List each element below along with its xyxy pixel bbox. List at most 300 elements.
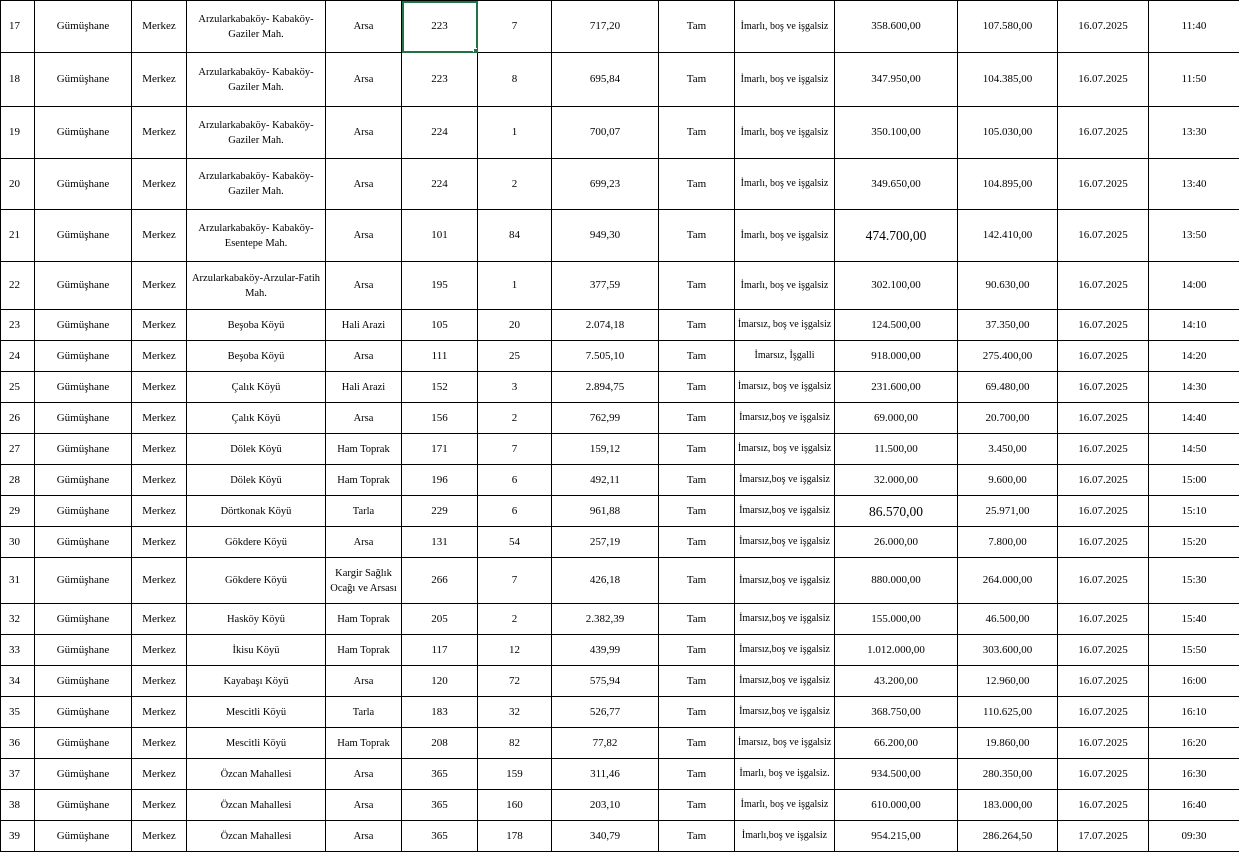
cell-ilce[interactable]: Merkez: [132, 697, 187, 728]
cell-ada[interactable]: 156: [402, 403, 478, 434]
cell-hisse[interactable]: Tam: [659, 262, 735, 310]
cell-ihale-saati[interactable]: 15:30: [1149, 558, 1239, 604]
cell-yuzolcumu[interactable]: 377,59: [552, 262, 659, 310]
cell-mahalle-koy[interactable]: Özcan Mahallesi: [187, 759, 326, 790]
cell-nitelik-turu[interactable]: Arsa: [326, 341, 402, 372]
cell-il[interactable]: Gümüşhane: [35, 341, 132, 372]
cell-yuzolcumu[interactable]: 2.894,75: [552, 372, 659, 403]
cell-sira-no[interactable]: 20: [1, 159, 35, 210]
cell-ilce[interactable]: Merkez: [132, 403, 187, 434]
cell-ilce[interactable]: Merkez: [132, 759, 187, 790]
cell-ihale-tarihi[interactable]: 16.07.2025: [1058, 728, 1149, 759]
cell-tahmini-bedel[interactable]: 474.700,00: [835, 210, 958, 262]
cell-tahmini-bedel[interactable]: 231.600,00: [835, 372, 958, 403]
cell-hisse[interactable]: Tam: [659, 53, 735, 107]
cell-imar-durumu[interactable]: İmarsız,boş ve işgalsiz: [735, 496, 835, 527]
cell-sira-no[interactable]: 23: [1, 310, 35, 341]
cell-yuzolcumu[interactable]: 159,12: [552, 434, 659, 465]
cell-gecici-teminat[interactable]: 264.000,00: [958, 558, 1058, 604]
cell-ilce[interactable]: Merkez: [132, 434, 187, 465]
cell-ilce[interactable]: Merkez: [132, 107, 187, 159]
cell-il[interactable]: Gümüşhane: [35, 697, 132, 728]
cell-ilce[interactable]: Merkez: [132, 53, 187, 107]
cell-sira-no[interactable]: 22: [1, 262, 35, 310]
cell-imar-durumu[interactable]: İmarsız, boş ve işgalsiz: [735, 434, 835, 465]
cell-hisse[interactable]: Tam: [659, 604, 735, 635]
cell-mahalle-koy[interactable]: Beşoba Köyü: [187, 310, 326, 341]
cell-mahalle-koy[interactable]: Gökdere Köyü: [187, 558, 326, 604]
cell-ada[interactable]: 196: [402, 465, 478, 496]
cell-yuzolcumu[interactable]: 426,18: [552, 558, 659, 604]
cell-gecici-teminat[interactable]: 107.580,00: [958, 1, 1058, 53]
cell-ihale-saati[interactable]: 13:40: [1149, 159, 1239, 210]
cell-gecici-teminat[interactable]: 37.350,00: [958, 310, 1058, 341]
cell-hisse[interactable]: Tam: [659, 310, 735, 341]
cell-hisse[interactable]: Tam: [659, 558, 735, 604]
cell-parsel[interactable]: 7: [478, 558, 552, 604]
cell-hisse[interactable]: Tam: [659, 728, 735, 759]
cell-ilce[interactable]: Merkez: [132, 821, 187, 852]
cell-ihale-tarihi[interactable]: 16.07.2025: [1058, 372, 1149, 403]
cell-ada[interactable]: 195: [402, 262, 478, 310]
cell-ada[interactable]: 205: [402, 604, 478, 635]
cell-gecici-teminat[interactable]: 69.480,00: [958, 372, 1058, 403]
cell-nitelik-turu[interactable]: Arsa: [326, 790, 402, 821]
cell-mahalle-koy[interactable]: Kayabaşı Köyü: [187, 666, 326, 697]
cell-parsel[interactable]: 84: [478, 210, 552, 262]
cell-yuzolcumu[interactable]: 699,23: [552, 159, 659, 210]
cell-gecici-teminat[interactable]: 286.264,50: [958, 821, 1058, 852]
cell-mahalle-koy[interactable]: Beşoba Köyü: [187, 341, 326, 372]
cell-ihale-tarihi[interactable]: 16.07.2025: [1058, 697, 1149, 728]
cell-mahalle-koy[interactable]: Hasköy Köyü: [187, 604, 326, 635]
cell-yuzolcumu[interactable]: 2.382,39: [552, 604, 659, 635]
cell-tahmini-bedel[interactable]: 358.600,00: [835, 1, 958, 53]
cell-imar-durumu[interactable]: İmarsız,boş ve işgalsiz: [735, 604, 835, 635]
cell-tahmini-bedel[interactable]: 11.500,00: [835, 434, 958, 465]
cell-ihale-saati[interactable]: 13:30: [1149, 107, 1239, 159]
cell-gecici-teminat[interactable]: 90.630,00: [958, 262, 1058, 310]
cell-tahmini-bedel[interactable]: 368.750,00: [835, 697, 958, 728]
cell-ihale-saati[interactable]: 16:40: [1149, 790, 1239, 821]
cell-nitelik-turu[interactable]: Ham Toprak: [326, 635, 402, 666]
cell-ilce[interactable]: Merkez: [132, 310, 187, 341]
cell-tahmini-bedel[interactable]: 43.200,00: [835, 666, 958, 697]
cell-il[interactable]: Gümüşhane: [35, 496, 132, 527]
cell-ihale-tarihi[interactable]: 16.07.2025: [1058, 527, 1149, 558]
cell-ihale-saati[interactable]: 14:30: [1149, 372, 1239, 403]
cell-imar-durumu[interactable]: İmarlı, boş ve işgalsiz: [735, 1, 835, 53]
cell-ihale-saati[interactable]: 11:50: [1149, 53, 1239, 107]
cell-tahmini-bedel[interactable]: 880.000,00: [835, 558, 958, 604]
cell-hisse[interactable]: Tam: [659, 790, 735, 821]
cell-nitelik-turu[interactable]: Tarla: [326, 496, 402, 527]
cell-nitelik-turu[interactable]: Arsa: [326, 821, 402, 852]
cell-parsel[interactable]: 2: [478, 604, 552, 635]
cell-imar-durumu[interactable]: İmarsız,boş ve işgalsiz: [735, 697, 835, 728]
cell-yuzolcumu[interactable]: 717,20: [552, 1, 659, 53]
cell-ada[interactable]: 183: [402, 697, 478, 728]
cell-yuzolcumu[interactable]: 575,94: [552, 666, 659, 697]
cell-imar-durumu[interactable]: İmarlı, boş ve işgalsiz: [735, 159, 835, 210]
cell-nitelik-turu[interactable]: Arsa: [326, 53, 402, 107]
cell-ihale-saati[interactable]: 16:10: [1149, 697, 1239, 728]
cell-ihale-saati[interactable]: 15:50: [1149, 635, 1239, 666]
cell-mahalle-koy[interactable]: Arzularkabaköy-Arzular-Fatih Mah.: [187, 262, 326, 310]
cell-ihale-saati[interactable]: 15:40: [1149, 604, 1239, 635]
cell-il[interactable]: Gümüşhane: [35, 728, 132, 759]
cell-ilce[interactable]: Merkez: [132, 604, 187, 635]
cell-nitelik-turu[interactable]: Arsa: [326, 210, 402, 262]
cell-il[interactable]: Gümüşhane: [35, 759, 132, 790]
cell-tahmini-bedel[interactable]: 86.570,00: [835, 496, 958, 527]
cell-mahalle-koy[interactable]: Gökdere Köyü: [187, 527, 326, 558]
cell-imar-durumu[interactable]: İmarsız,boş ve işgalsiz: [735, 635, 835, 666]
cell-hisse[interactable]: Tam: [659, 527, 735, 558]
cell-nitelik-turu[interactable]: Arsa: [326, 403, 402, 434]
cell-ada[interactable]: 224: [402, 159, 478, 210]
cell-imar-durumu[interactable]: İmarsız,boş ve işgalsiz: [735, 465, 835, 496]
cell-ada[interactable]: 224: [402, 107, 478, 159]
cell-imar-durumu[interactable]: İmarsız, boş ve işgalsiz: [735, 372, 835, 403]
cell-imar-durumu[interactable]: İmarsız, boş ve işgalsiz: [735, 728, 835, 759]
cell-tahmini-bedel[interactable]: 350.100,00: [835, 107, 958, 159]
cell-gecici-teminat[interactable]: 104.895,00: [958, 159, 1058, 210]
cell-parsel[interactable]: 1: [478, 107, 552, 159]
cell-il[interactable]: Gümüşhane: [35, 666, 132, 697]
cell-il[interactable]: Gümüşhane: [35, 527, 132, 558]
cell-ihale-tarihi[interactable]: 16.07.2025: [1058, 759, 1149, 790]
cell-ihale-saati[interactable]: 15:10: [1149, 496, 1239, 527]
cell-ada[interactable]: 365: [402, 790, 478, 821]
cell-imar-durumu[interactable]: İmarsız, İşgalli: [735, 341, 835, 372]
cell-imar-durumu[interactable]: İmarlı, boş ve işgalsiz: [735, 790, 835, 821]
cell-gecici-teminat[interactable]: 104.385,00: [958, 53, 1058, 107]
cell-parsel[interactable]: 2: [478, 159, 552, 210]
cell-gecici-teminat[interactable]: 275.400,00: [958, 341, 1058, 372]
cell-il[interactable]: Gümüşhane: [35, 403, 132, 434]
cell-sira-no[interactable]: 29: [1, 496, 35, 527]
cell-ada[interactable]: 171: [402, 434, 478, 465]
cell-hisse[interactable]: Tam: [659, 107, 735, 159]
cell-imar-durumu[interactable]: İmarlı,boş ve işgalsiz: [735, 821, 835, 852]
cell-parsel[interactable]: 2: [478, 403, 552, 434]
cell-sira-no[interactable]: 17: [1, 1, 35, 53]
cell-parsel[interactable]: 72: [478, 666, 552, 697]
cell-il[interactable]: Gümüşhane: [35, 107, 132, 159]
cell-sira-no[interactable]: 36: [1, 728, 35, 759]
cell-tahmini-bedel[interactable]: 32.000,00: [835, 465, 958, 496]
cell-parsel[interactable]: 20: [478, 310, 552, 341]
cell-il[interactable]: Gümüşhane: [35, 262, 132, 310]
cell-gecici-teminat[interactable]: 280.350,00: [958, 759, 1058, 790]
cell-sira-no[interactable]: 25: [1, 372, 35, 403]
cell-ihale-tarihi[interactable]: 16.07.2025: [1058, 403, 1149, 434]
cell-parsel[interactable]: 6: [478, 465, 552, 496]
cell-ihale-tarihi[interactable]: 16.07.2025: [1058, 604, 1149, 635]
cell-yuzolcumu[interactable]: 311,46: [552, 759, 659, 790]
cell-ada[interactable]: 111: [402, 341, 478, 372]
cell-sira-no[interactable]: 32: [1, 604, 35, 635]
cell-il[interactable]: Gümüşhane: [35, 790, 132, 821]
cell-imar-durumu[interactable]: İmarlı, boş ve işgalsiz: [735, 210, 835, 262]
cell-hisse[interactable]: Tam: [659, 697, 735, 728]
cell-nitelik-turu[interactable]: Arsa: [326, 262, 402, 310]
cell-ihale-saati[interactable]: 16:20: [1149, 728, 1239, 759]
cell-tahmini-bedel[interactable]: 26.000,00: [835, 527, 958, 558]
cell-parsel[interactable]: 54: [478, 527, 552, 558]
cell-mahalle-koy[interactable]: Arzularkabaköy- Kabaköy-Gaziler Mah.: [187, 107, 326, 159]
cell-nitelik-turu[interactable]: Arsa: [326, 159, 402, 210]
cell-ilce[interactable]: Merkez: [132, 635, 187, 666]
cell-nitelik-turu[interactable]: Arsa: [326, 1, 402, 53]
cell-tahmini-bedel[interactable]: 155.000,00: [835, 604, 958, 635]
cell-yuzolcumu[interactable]: 961,88: [552, 496, 659, 527]
cell-ihale-tarihi[interactable]: 16.07.2025: [1058, 558, 1149, 604]
cell-mahalle-koy[interactable]: Arzularkabaköy- Kabaköy-Gaziler Mah.: [187, 53, 326, 107]
cell-hisse[interactable]: Tam: [659, 666, 735, 697]
cell-mahalle-koy[interactable]: Mescitli Köyü: [187, 728, 326, 759]
cell-tahmini-bedel[interactable]: 69.000,00: [835, 403, 958, 434]
cell-ihale-saati[interactable]: 16:30: [1149, 759, 1239, 790]
cell-ihale-tarihi[interactable]: 16.07.2025: [1058, 310, 1149, 341]
cell-ihale-tarihi[interactable]: 16.07.2025: [1058, 1, 1149, 53]
cell-hisse[interactable]: Tam: [659, 821, 735, 852]
cell-hisse[interactable]: Tam: [659, 496, 735, 527]
cell-tahmini-bedel[interactable]: 934.500,00: [835, 759, 958, 790]
cell-il[interactable]: Gümüşhane: [35, 53, 132, 107]
cell-il[interactable]: Gümüşhane: [35, 558, 132, 604]
cell-parsel[interactable]: 7: [478, 434, 552, 465]
cell-gecici-teminat[interactable]: 142.410,00: [958, 210, 1058, 262]
cell-ada[interactable]: 101: [402, 210, 478, 262]
cell-ihale-saati[interactable]: 14:00: [1149, 262, 1239, 310]
cell-imar-durumu[interactable]: İmarsız,boş ve işgalsiz: [735, 558, 835, 604]
cell-ihale-tarihi[interactable]: 16.07.2025: [1058, 496, 1149, 527]
cell-sira-no[interactable]: 35: [1, 697, 35, 728]
cell-tahmini-bedel[interactable]: 918.000,00: [835, 341, 958, 372]
cell-parsel[interactable]: 32: [478, 697, 552, 728]
cell-ihale-saati[interactable]: 15:00: [1149, 465, 1239, 496]
cell-ihale-tarihi[interactable]: 17.07.2025: [1058, 821, 1149, 852]
cell-sira-no[interactable]: 26: [1, 403, 35, 434]
cell-ihale-saati[interactable]: 15:20: [1149, 527, 1239, 558]
cell-tahmini-bedel[interactable]: 66.200,00: [835, 728, 958, 759]
cell-il[interactable]: Gümüşhane: [35, 1, 132, 53]
cell-gecici-teminat[interactable]: 19.860,00: [958, 728, 1058, 759]
cell-parsel[interactable]: 6: [478, 496, 552, 527]
cell-ada[interactable]: 120: [402, 666, 478, 697]
cell-gecici-teminat[interactable]: 20.700,00: [958, 403, 1058, 434]
cell-ihale-tarihi[interactable]: 16.07.2025: [1058, 53, 1149, 107]
cell-tahmini-bedel[interactable]: 347.950,00: [835, 53, 958, 107]
cell-hisse[interactable]: Tam: [659, 210, 735, 262]
cell-sira-no[interactable]: 19: [1, 107, 35, 159]
cell-yuzolcumu[interactable]: 949,30: [552, 210, 659, 262]
cell-imar-durumu[interactable]: İmarsız,boş ve işgalsiz: [735, 527, 835, 558]
cell-il[interactable]: Gümüşhane: [35, 159, 132, 210]
cell-ilce[interactable]: Merkez: [132, 496, 187, 527]
cell-ilce[interactable]: Merkez: [132, 666, 187, 697]
cell-hisse[interactable]: Tam: [659, 341, 735, 372]
cell-sira-no[interactable]: 38: [1, 790, 35, 821]
cell-tahmini-bedel[interactable]: 610.000,00: [835, 790, 958, 821]
cell-ada[interactable]: 117: [402, 635, 478, 666]
cell-imar-durumu[interactable]: İmarsız,boş ve işgalsiz: [735, 403, 835, 434]
cell-ilce[interactable]: Merkez: [132, 790, 187, 821]
cell-sira-no[interactable]: 30: [1, 527, 35, 558]
cell-nitelik-turu[interactable]: Ham Toprak: [326, 465, 402, 496]
cell-hisse[interactable]: Tam: [659, 372, 735, 403]
cell-sira-no[interactable]: 28: [1, 465, 35, 496]
cell-tahmini-bedel[interactable]: 954.215,00: [835, 821, 958, 852]
cell-tahmini-bedel[interactable]: 349.650,00: [835, 159, 958, 210]
cell-imar-durumu[interactable]: İmarlı, boş ve işgalsiz.: [735, 759, 835, 790]
cell-nitelik-turu[interactable]: Hali Arazi: [326, 310, 402, 341]
cell-ihale-tarihi[interactable]: 16.07.2025: [1058, 210, 1149, 262]
cell-yuzolcumu[interactable]: 2.074,18: [552, 310, 659, 341]
cell-gecici-teminat[interactable]: 183.000,00: [958, 790, 1058, 821]
cell-mahalle-koy[interactable]: Dölek Köyü: [187, 465, 326, 496]
cell-ihale-saati[interactable]: 16:00: [1149, 666, 1239, 697]
cell-ada[interactable]: 223: [402, 53, 478, 107]
cell-nitelik-turu[interactable]: Ham Toprak: [326, 604, 402, 635]
cell-nitelik-turu[interactable]: Ham Toprak: [326, 434, 402, 465]
cell-yuzolcumu[interactable]: 77,82: [552, 728, 659, 759]
cell-ada[interactable]: 365: [402, 759, 478, 790]
cell-ilce[interactable]: Merkez: [132, 728, 187, 759]
cell-sira-no[interactable]: 24: [1, 341, 35, 372]
cell-gecici-teminat[interactable]: 110.625,00: [958, 697, 1058, 728]
cell-il[interactable]: Gümüşhane: [35, 372, 132, 403]
cell-mahalle-koy[interactable]: Çalık Köyü: [187, 372, 326, 403]
cell-ilce[interactable]: Merkez: [132, 210, 187, 262]
cell-ilce[interactable]: Merkez: [132, 527, 187, 558]
cell-mahalle-koy[interactable]: Arzularkabaköy- Kabaköy-Gaziler Mah.: [187, 159, 326, 210]
cell-ihale-tarihi[interactable]: 16.07.2025: [1058, 159, 1149, 210]
cell-ilce[interactable]: Merkez: [132, 159, 187, 210]
cell-mahalle-koy[interactable]: İkisu Köyü: [187, 635, 326, 666]
cell-ada[interactable]: 229: [402, 496, 478, 527]
cell-parsel[interactable]: 25: [478, 341, 552, 372]
cell-ilce[interactable]: Merkez: [132, 341, 187, 372]
cell-mahalle-koy[interactable]: Arzularkabaköy- Kabaköy-Gaziler Mah.: [187, 1, 326, 53]
cell-tahmini-bedel[interactable]: 124.500,00: [835, 310, 958, 341]
cell-ada[interactable]: 105: [402, 310, 478, 341]
cell-imar-durumu[interactable]: İmarlı, boş ve işgalsiz: [735, 107, 835, 159]
cell-il[interactable]: Gümüşhane: [35, 465, 132, 496]
cell-parsel[interactable]: 12: [478, 635, 552, 666]
cell-sira-no[interactable]: 27: [1, 434, 35, 465]
cell-il[interactable]: Gümüşhane: [35, 434, 132, 465]
cell-yuzolcumu[interactable]: 340,79: [552, 821, 659, 852]
cell-il[interactable]: Gümüşhane: [35, 210, 132, 262]
cell-yuzolcumu[interactable]: 762,99: [552, 403, 659, 434]
cell-parsel[interactable]: 3: [478, 372, 552, 403]
cell-gecici-teminat[interactable]: 3.450,00: [958, 434, 1058, 465]
cell-ilce[interactable]: Merkez: [132, 465, 187, 496]
cell-parsel[interactable]: 160: [478, 790, 552, 821]
cell-parsel[interactable]: 159: [478, 759, 552, 790]
cell-ihale-saati[interactable]: 14:10: [1149, 310, 1239, 341]
cell-il[interactable]: Gümüşhane: [35, 821, 132, 852]
cell-il[interactable]: Gümüşhane: [35, 635, 132, 666]
cell-hisse[interactable]: Tam: [659, 635, 735, 666]
cell-sira-no[interactable]: 39: [1, 821, 35, 852]
cell-ihale-tarihi[interactable]: 16.07.2025: [1058, 434, 1149, 465]
cell-hisse[interactable]: Tam: [659, 465, 735, 496]
cell-gecici-teminat[interactable]: 9.600,00: [958, 465, 1058, 496]
cell-ihale-saati[interactable]: 13:50: [1149, 210, 1239, 262]
cell-ada[interactable]: 365: [402, 821, 478, 852]
cell-ihale-tarihi[interactable]: 16.07.2025: [1058, 262, 1149, 310]
cell-gecici-teminat[interactable]: 46.500,00: [958, 604, 1058, 635]
cell-gecici-teminat[interactable]: 7.800,00: [958, 527, 1058, 558]
cell-ihale-saati[interactable]: 11:40: [1149, 1, 1239, 53]
cell-parsel[interactable]: 82: [478, 728, 552, 759]
cell-ihale-tarihi[interactable]: 16.07.2025: [1058, 107, 1149, 159]
cell-imar-durumu[interactable]: İmarlı, boş ve işgalsiz: [735, 53, 835, 107]
cell-mahalle-koy[interactable]: Arzularkabaköy- Kabaköy-Esentepe Mah.: [187, 210, 326, 262]
cell-hisse[interactable]: Tam: [659, 159, 735, 210]
cell-ihale-tarihi[interactable]: 16.07.2025: [1058, 790, 1149, 821]
cell-imar-durumu[interactable]: İmarsız, boş ve işgalsiz: [735, 310, 835, 341]
cell-nitelik-turu[interactable]: Arsa: [326, 666, 402, 697]
cell-yuzolcumu[interactable]: 7.505,10: [552, 341, 659, 372]
cell-mahalle-koy[interactable]: Çalık Köyü: [187, 403, 326, 434]
cell-hisse[interactable]: Tam: [659, 403, 735, 434]
cell-parsel[interactable]: 8: [478, 53, 552, 107]
cell-hisse[interactable]: Tam: [659, 1, 735, 53]
cell-ada-selected[interactable]: 223: [402, 1, 478, 53]
cell-gecici-teminat[interactable]: 105.030,00: [958, 107, 1058, 159]
cell-tahmini-bedel[interactable]: 302.100,00: [835, 262, 958, 310]
cell-il[interactable]: Gümüşhane: [35, 604, 132, 635]
cell-nitelik-turu[interactable]: Hali Arazi: [326, 372, 402, 403]
cell-ilce[interactable]: Merkez: [132, 1, 187, 53]
cell-nitelik-turu[interactable]: Arsa: [326, 107, 402, 159]
cell-ilce[interactable]: Merkez: [132, 558, 187, 604]
cell-gecici-teminat[interactable]: 12.960,00: [958, 666, 1058, 697]
cell-mahalle-koy[interactable]: Mescitli Köyü: [187, 697, 326, 728]
cell-parsel[interactable]: 1: [478, 262, 552, 310]
cell-yuzolcumu[interactable]: 695,84: [552, 53, 659, 107]
cell-imar-durumu[interactable]: İmarsız,boş ve işgalsiz: [735, 666, 835, 697]
cell-ihale-saati[interactable]: 09:30: [1149, 821, 1239, 852]
cell-nitelik-turu[interactable]: Arsa: [326, 527, 402, 558]
cell-yuzolcumu[interactable]: 257,19: [552, 527, 659, 558]
cell-ada[interactable]: 131: [402, 527, 478, 558]
cell-imar-durumu[interactable]: İmarlı, boş ve işgalsiz: [735, 262, 835, 310]
cell-ihale-tarihi[interactable]: 16.07.2025: [1058, 666, 1149, 697]
cell-mahalle-koy[interactable]: Dörtkonak Köyü: [187, 496, 326, 527]
cell-sira-no[interactable]: 33: [1, 635, 35, 666]
cell-ilce[interactable]: Merkez: [132, 372, 187, 403]
cell-mahalle-koy[interactable]: Özcan Mahallesi: [187, 821, 326, 852]
cell-ihale-saati[interactable]: 14:20: [1149, 341, 1239, 372]
cell-ihale-tarihi[interactable]: 16.07.2025: [1058, 635, 1149, 666]
cell-yuzolcumu[interactable]: 203,10: [552, 790, 659, 821]
cell-ilce[interactable]: Merkez: [132, 262, 187, 310]
cell-il[interactable]: Gümüşhane: [35, 310, 132, 341]
cell-nitelik-turu[interactable]: Kargir Sağlık Ocağı ve Arsası: [326, 558, 402, 604]
cell-sira-no[interactable]: 21: [1, 210, 35, 262]
cell-ihale-saati[interactable]: 14:50: [1149, 434, 1239, 465]
cell-nitelik-turu[interactable]: Arsa: [326, 759, 402, 790]
cell-gecici-teminat[interactable]: 25.971,00: [958, 496, 1058, 527]
cell-yuzolcumu[interactable]: 439,99: [552, 635, 659, 666]
cell-ada[interactable]: 208: [402, 728, 478, 759]
